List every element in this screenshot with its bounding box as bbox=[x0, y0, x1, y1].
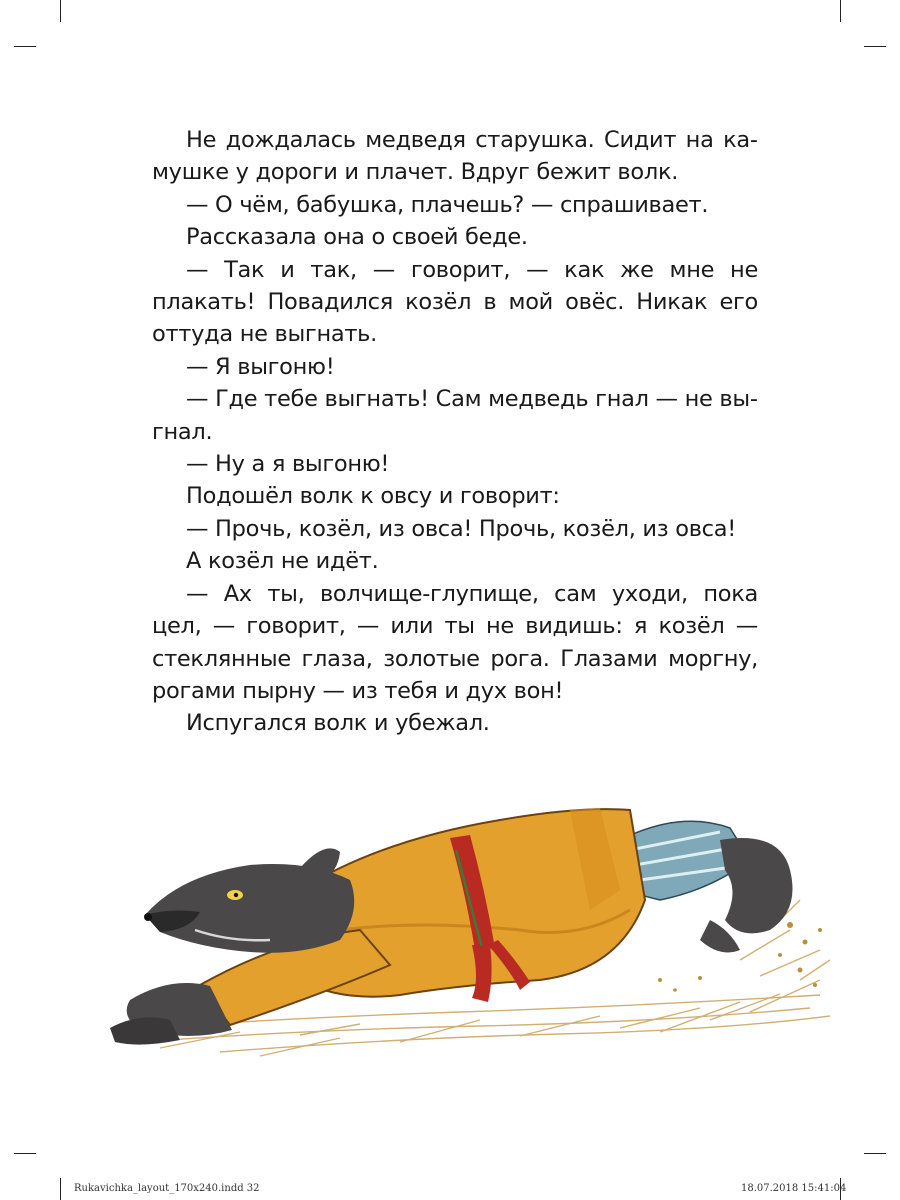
paragraph: Испугался волк и убежал. bbox=[186, 710, 490, 737]
paragraph: — О чём, бабушка, плачешь? — спрашивает. bbox=[186, 191, 709, 218]
paragraph: Не дождалась медведя старушка. Сидит на камушке у дороги и плачет. Вдруг бежит волк. bbox=[152, 127, 758, 186]
paragraph: А козёл не идёт. bbox=[186, 548, 379, 575]
story-text bbox=[152, 124, 758, 740]
paragraph: Рассказала она о своей беде. bbox=[186, 224, 528, 251]
crop-mark-top-left bbox=[60, 0, 61, 22]
crop-mark-left-bottom bbox=[14, 1153, 36, 1154]
wolf-back-legs bbox=[620, 821, 793, 952]
wolf-head bbox=[144, 848, 354, 952]
paragraph: — Ну а я выгоню! bbox=[186, 451, 390, 478]
slug-filename: Rukavichka_layout_170x240.indd 32 bbox=[74, 1183, 260, 1194]
paragraph: Подошёл волк к овсу и говорит: bbox=[186, 483, 560, 510]
slug-datetime: 18.07.2018 15:41:04 bbox=[741, 1183, 847, 1194]
paragraph: — Где тебе выгнать! Сам медведь гнал — не выгнал. bbox=[152, 386, 758, 445]
paragraph: — Ах ты, волчище-глупище, сам уходи, пока цел, — говорит, — или ты не видишь: я козёл — стеклянные глаза, золотые рога. Глазами моргну, рогами пырну — из тебя и дух вон! bbox=[152, 580, 758, 704]
paragraph: — Прочь, козёл, из овса! Прочь, козёл, из овса! bbox=[186, 515, 736, 542]
paragraph: — Так и так, — говорит, — как же мне не плакать! Повадился козёл в мой овёс. Никак его оттуда не выгнать. bbox=[152, 256, 758, 348]
crop-mark-left-top bbox=[14, 46, 36, 47]
paragraph: — Я выгоню! bbox=[186, 353, 335, 380]
crop-mark-bottom-left bbox=[60, 1178, 61, 1200]
straw-specks bbox=[658, 922, 822, 992]
fleeing-wolf-illustration bbox=[100, 780, 840, 1090]
crop-mark-right-top bbox=[864, 46, 886, 47]
crop-mark-right-bottom bbox=[864, 1153, 886, 1154]
crop-mark-top-right bbox=[840, 0, 841, 22]
